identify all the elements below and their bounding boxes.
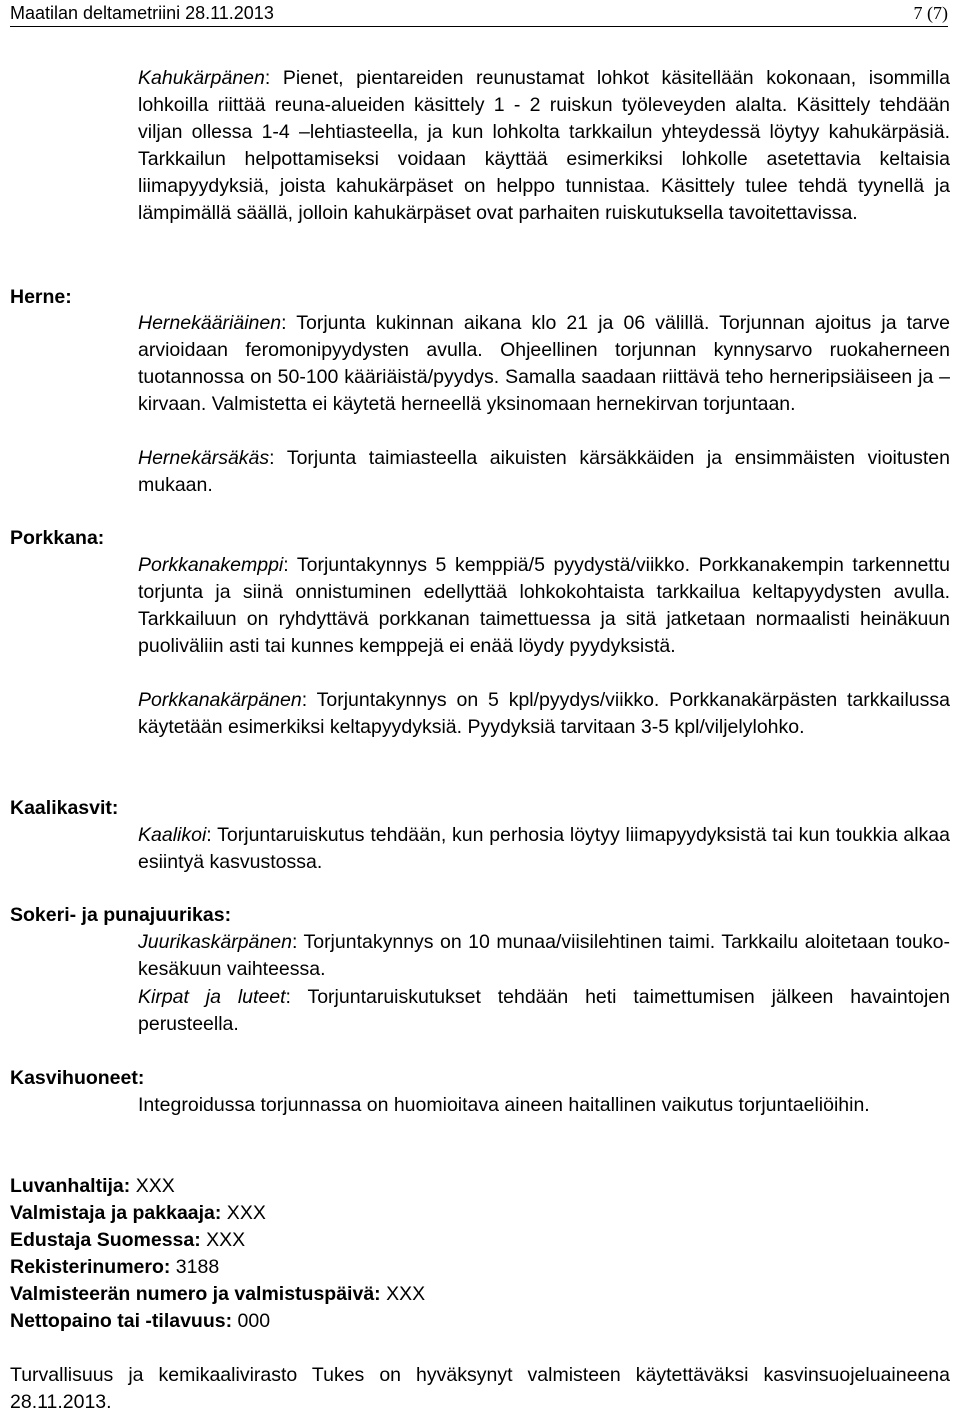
info-valmisteera bbox=[10, 1281, 425, 1308]
info-value: XXX bbox=[380, 1283, 426, 1305]
juurikaskarpanen-term: Juurikaskärpänen bbox=[138, 931, 292, 953]
kaalikoi-text: : Torjuntaruiskutus tehdään, kun perhosia löytyy liimapyydyksistä tai kun toukkia alkaa esiintyä kasvustossa. bbox=[138, 824, 950, 873]
approval-statement: Turvallisuus ja kemikaalivirasto Tukes on hyväksynyt valmisteen käytettäväksi kasvinsuojeluaineena 28.11.2013. bbox=[10, 1364, 950, 1413]
porkkana-label: Porkkana: bbox=[10, 527, 105, 549]
porkkanakarpanen-text: : Torjuntakynnys on 5 kpl/pyydys/viikko. Porkkanakärpästen tarkkailussa käytetään esimerkiksi keltapyydyksiä. Pyydyksiä tarvitaan 3-5 kpl/viljelylohko. bbox=[138, 689, 950, 738]
header-rule bbox=[10, 26, 948, 27]
info-value: 000 bbox=[232, 1310, 271, 1332]
kirpat-text: : Torjuntaruiskutukset tehdään heti taimettumisen jälkeen havaintojen perusteella. bbox=[138, 986, 950, 1035]
info-luvanhaltija bbox=[10, 1173, 175, 1200]
info-label: Nettopaino tai -tilavuus: bbox=[10, 1310, 233, 1332]
info-label: Valmistaja ja pakkaaja: bbox=[10, 1202, 222, 1224]
kaalikasvit-label: Kaalikasvit: bbox=[10, 797, 119, 819]
info-value: XXX bbox=[200, 1229, 246, 1251]
info-rekisterinumero bbox=[10, 1254, 219, 1281]
page-number: 7 (7) bbox=[913, 3, 948, 23]
info-label: Rekisterinumero: bbox=[10, 1256, 171, 1278]
sokeri-paragraph-2 bbox=[138, 984, 950, 1038]
porkkana-paragraph-2 bbox=[138, 687, 950, 741]
info-value: 3188 bbox=[170, 1256, 220, 1278]
herne-label: Herne: bbox=[10, 286, 72, 308]
header-title: Maatilan deltametriini 28.11.2013 bbox=[10, 3, 274, 23]
info-value: XXX bbox=[221, 1202, 266, 1224]
kasvihuoneet-paragraph: Integroidussa torjunnassa on huomioitava aineen haitallinen vaikutus torjuntaeliöihin. bbox=[138, 1094, 870, 1116]
hernekarsakas-text: : Torjunta taimiasteella aikuisten kärsäkkäiden ja ensimmäisten vioitusten mukaan. bbox=[138, 447, 950, 496]
info-value: XXX bbox=[130, 1175, 175, 1197]
info-valmistaja bbox=[10, 1200, 266, 1227]
info-label: Valmisteerän numero ja valmistuspäivä: bbox=[10, 1283, 381, 1305]
sokeri-paragraph-1 bbox=[138, 929, 950, 983]
kirpat-term: Kirpat ja luteet bbox=[138, 986, 286, 1008]
hernekaariainen-term: Hernekääriäinen bbox=[138, 312, 282, 334]
hernekaariainen-text: : Torjunta kukinnan aikana klo 21 ja 06 välillä. Torjunnan ajoitus ja tarve arvioidaan feromonipyydysten avulla. Ohjeellinen torjunnan kynnysarvo ruokaherneen tuotannossa on 50-100 kääriäistä/pyydys. Samalla saadaan riittävä teho herneripsiäiseen ja –kirvaan. Valmistetta ei käytetä herneellä yksinomaan hernekirvan torjuntaan. bbox=[138, 312, 950, 415]
hernekarsakas-term: Hernekärsäkäs bbox=[138, 447, 270, 469]
porkkanakemppi-text: : Torjuntakynnys 5 kemppiä/5 pyydystä/viikko. Porkkanakempin tarkennettu torjunta ja siinä onnistuminen edellyttää lohkokohtaista tarkkailua keltapyydysten avulla. Tarkkailuun on ryhdyttävä porkkanan taimettuessa ja sitä jatketaan normaalisti heinäkuun puoliväliin asti tai kunnes kemppejä ei enää löydy pyydyksistä. bbox=[138, 554, 950, 657]
juurikaskarpanen-text: : Torjuntakynnys on 10 munaa/viisilehtinen taimi. Tarkkailu aloitetaan touko-kesäkuun vaihteessa. bbox=[138, 931, 950, 980]
info-label: Edustaja Suomessa: bbox=[10, 1229, 201, 1251]
info-edustaja bbox=[10, 1227, 245, 1254]
sokeri-label: Sokeri- ja punajuurikas: bbox=[10, 904, 232, 926]
kaalikasvit-paragraph bbox=[138, 822, 950, 876]
kahukarpanen-term: Kahukärpänen bbox=[138, 67, 265, 89]
porkkanakemppi-term: Porkkanakemppi bbox=[138, 554, 284, 576]
kahukarpanen-text: : Pienet, pientareiden reunustamat lohkot käsitellään kokonaan, isommilla lohkoilla riittää reuna-alueiden käsittely 1 - 2 ruiskun työleveyden alalta. Käsittely tehdään viljan ollessa 1-4 –lehtiasteella, ja kun lohkolta tarkkailun yhteydessä löytyy kahukärpäsiä. Tarkkailun helpottamiseksi voidaan käyttää esimerkiksi lohkolle asetettavia keltaisia liimapyydyksiä, joista kahukärpäset on helppo tunnistaa. Käsittely tulee tehdä tyynellä ja lämpimällä säällä, jolloin kahukärpäset ovat parhaiten ruiskutuksella tavoitettavissa. bbox=[138, 67, 950, 224]
info-nettopaino bbox=[10, 1308, 270, 1335]
herne-paragraph-2 bbox=[138, 445, 950, 499]
kasvihuoneet-label: Kasvihuoneet: bbox=[10, 1067, 145, 1089]
herne-paragraph-1 bbox=[138, 310, 950, 418]
info-label: Luvanhaltija: bbox=[10, 1175, 131, 1197]
porkkanakarpanen-term: Porkkanakärpänen bbox=[138, 689, 302, 711]
kaalikoi-term: Kaalikoi bbox=[138, 824, 207, 846]
kahukarpanen-paragraph bbox=[138, 65, 950, 227]
porkkana-paragraph-1 bbox=[138, 552, 950, 660]
